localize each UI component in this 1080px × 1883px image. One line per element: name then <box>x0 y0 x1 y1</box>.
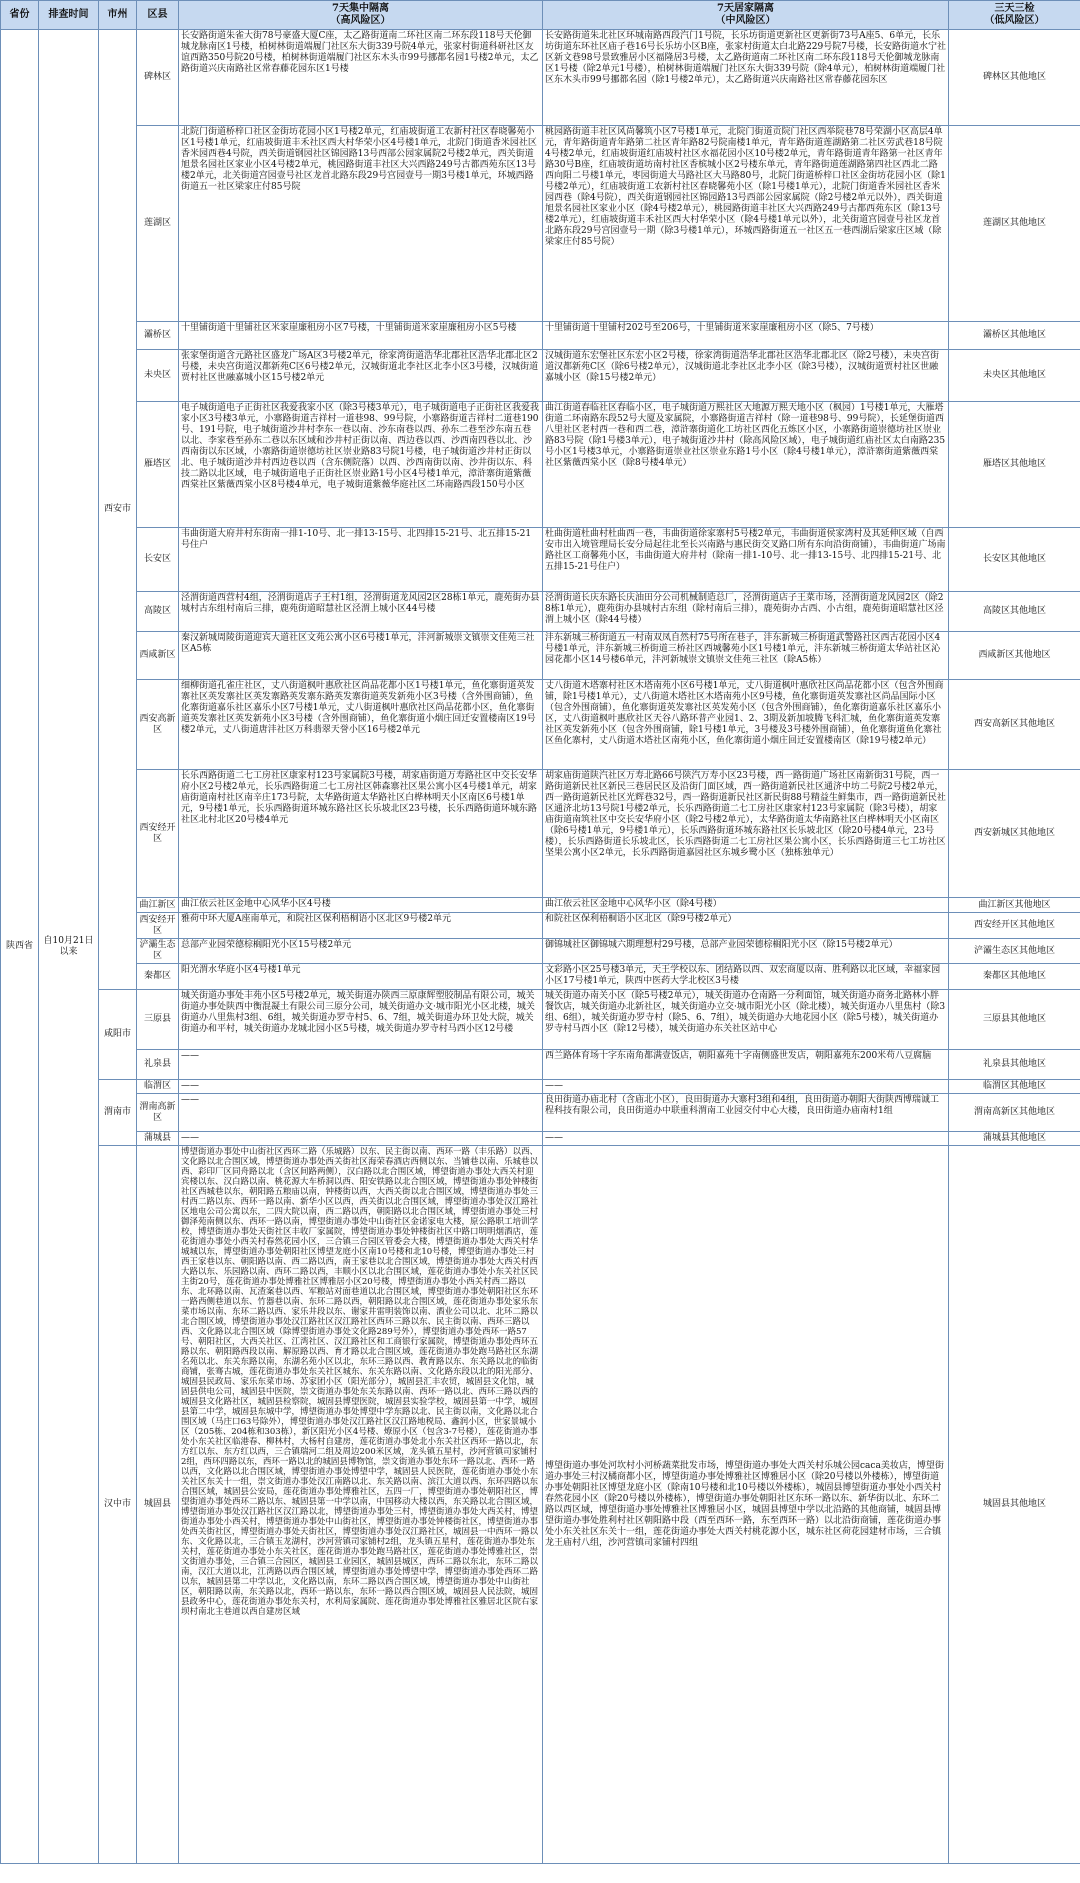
district-cell: 雁塔区 <box>137 402 179 528</box>
mid-risk-cell: 汉城街道东宏堡社区东宏小区2号楼，徐家湾街道浩华北郡社区浩华北郡北区（除2号楼），未央宫街道汉都新苑C区（除6号楼2单元），汉城街道北李社区北李小区（除3号楼），汉城街道贾村社区世融嘉城小区（除15号楼2单元） <box>543 350 949 402</box>
district-cell: 曲江新区 <box>137 898 179 913</box>
mid-risk-cell: 良田街道办庙北村（含庙北小区），良田街道办大寨村3组和4组，良田街道办朝阳大街陕西博瑞诚工程科技有限公司，良田街道办中联重科渭南工业园交付中心大楼，良田街道办庙南村1组 <box>543 1094 949 1132</box>
mid-risk-cell: 长安路街道朱北社区环城南路西段汽门1号院，长乐坊街道更新社区更新街73号A座5、6单元，长乐坊街道东环社区庙子巷16号长乐坊小区B座，张家村街道太白北路229号院7号楼，长安路街道水宁社区新文巷98号景致雅居小区福隆居3号楼，太乙路街道南二环社区南二环东段118号天伦御城龙脉南区1号楼（除2单元1号楼），柏树林街道端履门社区东大街339号院（除4单元），柏树林街道端履门社区东木头市99号挪都名园（除1号楼2单元），太乙路街道兴庆南路社区常春藤花园东区 <box>543 30 949 126</box>
mid-risk-cell: 沣东新城三桥街道五一村南双凤自然村75号所在巷子，沣东新城三桥街道武警路社区西古花园小区4号楼1单元，沣东新城三桥街道三桥社区西城馨苑小区1号楼1单元，沣东新城三桥街道太华站社区沁园花都小区14号楼6单元，沣河新城崇文镇崇文佳苑三社区（除A5栋） <box>543 632 949 680</box>
mid-risk-cell: 曲江街道春临社区春临小区，电子城街道万熙社区大地源万熙天地小区（枫园）1号楼1单元，大雁塔街道二环南路东段52号大厦及家属院，小寨路街道吉祥村（除一道巷98号、99号院），长延堡街道西八里社区老村西一巷和西二巷，漳浒寨街道化工坊社区西化五炼区小区，小寨路街道崇德坊社区崇业路83号院（除1号楼3单元），电子城街道沙井村（除高风险区域），电子城街道红庙社区太白南路235号小区1号楼3单元，小寨路街道崇业社区崇业东路1号小区（除4号楼1单元），漳浒寨街道紫薇西棠社区紫薇西棠小区（除8号楼4单元） <box>543 402 949 528</box>
mid-risk-cell: 御锦城社区御锦城六期理想村29号楼，总部产业园荣德棕榈阳光小区（除15号楼2单元） <box>543 939 949 964</box>
district-cell: 灞桥区 <box>137 322 179 350</box>
high-risk-cell: —— <box>179 1080 543 1094</box>
district-cell: 城固县 <box>137 1146 179 1864</box>
mid-risk-cell: 杜曲街道杜曲村杜曲西一巷，韦曲街道徐家寨村5号楼2单元，韦曲街道侯家湾村及其延伸区域（自西安市出入境管理局长安分局起往北至长兴南路与惠民街交叉路口所有东向沿街商铺），韦曲街道广场南路社区工商馨苑小区，韦曲街道大府井村（除南一排1-10号、北一排13-15号、北四排15-21号、北五排15-21号住户） <box>543 528 949 592</box>
table-row <box>1 528 1080 592</box>
district-cell: 浐灞生态区 <box>137 939 179 964</box>
district-cell: 莲湖区 <box>137 126 179 322</box>
high-risk-cell: 十里铺街道十里铺社区米家崖廉租房小区7号楼，十里铺街道米家崖廉租房小区5号楼 <box>179 322 543 350</box>
table-row <box>1 913 1080 939</box>
low-risk-cell: 西安高新区其他地区 <box>949 680 1080 770</box>
mid-risk-cell: 西兰路体育场十字东南角都满壹饭店，朝阳嘉苑十字南侧盛世发店，朝阳嘉苑东200米苟八豆腐脑 <box>543 1050 949 1080</box>
city-cell: 汉中市 <box>99 1146 137 1864</box>
district-cell: 蒲城县 <box>137 1132 179 1146</box>
low-risk-cell: 未央区其他地区 <box>949 350 1080 402</box>
mid-risk-cell: 曲江依云社区金地中心风华小区（除4号楼） <box>543 898 949 913</box>
district-cell: 西安经开区 <box>137 913 179 939</box>
district-cell: 礼泉县 <box>137 1050 179 1080</box>
mid-risk-cell: 泾渭街道长庆东路长庆油田分公司机械制造总厂，泾渭街道店子王菜市场，泾渭街道龙风园2区（除28栋1单元），鹿苑街办县城村古东组（除村南后三排），鹿苑街办古西、小古组，鹿苑街道昭慧社区泾渭上城小区（除44号楼） <box>543 592 949 632</box>
high-risk-cell: 秦汉新城周陵街道迎宾大道社区文苑公寓小区6号楼1单元，沣河新城崇文镇崇文佳苑三社区A5栋 <box>179 632 543 680</box>
high-risk-cell: 韦曲街道大府井村东街南一排1-10号、北一排13-15号、北四排15-21号、北五排15-21号住户 <box>179 528 543 592</box>
table-row <box>1 30 1080 126</box>
table-row <box>1 1132 1080 1146</box>
low-risk-cell: 曲江新区其他地区 <box>949 898 1080 913</box>
table-row <box>1 898 1080 913</box>
header-row <box>1 1 1080 30</box>
low-risk-cell: 三原县其他地区 <box>949 990 1080 1050</box>
header-high-risk: 7天集中隔离 （高风险区） <box>179 1 543 30</box>
district-cell: 西安高新区 <box>137 680 179 770</box>
low-risk-cell: 长安区其他地区 <box>949 528 1080 592</box>
table-row <box>1 632 1080 680</box>
high-risk-cell: —— <box>179 1050 543 1080</box>
low-risk-cell: 莲湖区其他地区 <box>949 126 1080 322</box>
city-cell: 渭南市 <box>99 1080 137 1146</box>
mid-risk-cell: 城关街道办南关小区（除5号楼2单元），城关街道办仓南路一分利面馆，城关街道办商务北路林小胖餐饮店，城关街道办北新社区，城关街道办立交·城市阳光小区（除北楼），城关街道办八里焦村（除3组、6组），城关街道办罗寺村（除5、6、7组），城关街道办大地花园小区（除5号楼），城关街道办罗寺村马西小区（除12号楼），城关街道办东关社区站中心 <box>543 990 949 1050</box>
low-risk-cell: 秦都区其他地区 <box>949 964 1080 990</box>
header-district: 区县 <box>137 1 179 30</box>
high-risk-cell: 曲江依云社区金地中心风华小区4号楼 <box>179 898 543 913</box>
mid-risk-cell: 丈八街道木塔寨村社区木塔南苑小区6号楼1单元，丈八街道枫叶惠欣社区尚品花都小区（包含外围商铺，除1号楼1单元），丈八街道木塔社区木塔南苑小区9号楼，鱼化寨街道英发寨社区尚品国际小区（包含外围商铺），鱼化寨街道英发寨社区英发苑小区（包含外围商铺），鱼化寨街道嘉乐社区嘉乐小区，丈八街道枫叶惠欣社区天谷八路环普产业园1、2、3期及新加坡腾飞科汇城，鱼化寨街道英发寨社区英发新苑小区（包含外围商铺，除1号楼1单元，3号楼及3号楼外围商铺），鱼化寨街道鱼化寨社区鱼化寨村，丈八街道木塔社区南苑小区，鱼化寨街道小烟庄回迁安置楼南区（除19号楼2单元） <box>543 680 949 770</box>
district-cell: 渭南高新区 <box>137 1094 179 1132</box>
low-risk-cell: 渭南高新区其他地区 <box>949 1094 1080 1132</box>
high-risk-cell: 雅荷中环大厦A座南单元，和院社区保利梧桐语小区北区9号楼2单元 <box>179 913 543 939</box>
province-cell: 陕西省 <box>1 30 39 1864</box>
table-row <box>1 402 1080 528</box>
table-row <box>1 126 1080 322</box>
district-cell: 长安区 <box>137 528 179 592</box>
low-risk-cell: 西安经开区其他地区 <box>949 913 1080 939</box>
date-cell: 自10月21日以来 <box>39 30 99 1864</box>
table-row <box>1 322 1080 350</box>
district-cell: 三原县 <box>137 990 179 1050</box>
high-risk-cell: 城关街道办事处丰苑小区5号楼2单元，城关街道办陕西三原康辉塑胶制品有限公司，城关街道办事处陕西中衡混凝土有限公司三原分公司，城关街道办文·城市阳光小区北楼，城关街道办八里焦村3组、6组，城关街道办罗寺村5、6、7组，城关街道办环卫处大院，城关街道办和平村，城关街道办龙城北园小区5号楼，城关街道办罗寺村马西小区12号楼 <box>179 990 543 1050</box>
low-risk-cell: 雁塔区其他地区 <box>949 402 1080 528</box>
high-risk-cell: 阳光渭水华庭小区4号楼1单元 <box>179 964 543 990</box>
high-risk-cell: 电子城街道电子正街社区我爱我家小区（除3号楼3单元），电子城街道电子正街社区我爱我家小区3号楼3单元，小寨路街道吉祥村一道巷98、99号院，小寨路街道吉祥村二道巷190号、191号院，电子城街道沙井村李东一巷以南、沙东南巷以西、孙东二巷至沙东南五巷以北、李家巷至孙东二巷以东区域和沙井村正街以南、西边巷以西、沙西南四巷以北、沙西南街以东区域，小寨路街道崇德坊社区崇业路83号院1号楼，电子城街道沙井村正街以北、电子城街道沙井村西边巷以西（含东侧院落）以西、沙西南街以南、沙井街以东、科技二路以北区域，电子城街道电子正街社区崇业路1号小区4号楼1单元，漳浒寨街道紫薇西棠社区紫薇西棠小区8号楼4单元，电子城街道紫薇华庭社区二环南路西段150号小区 <box>179 402 543 528</box>
low-risk-cell: 灞桥区其他地区 <box>949 322 1080 350</box>
low-risk-cell: 西咸新区其他地区 <box>949 632 1080 680</box>
high-risk-cell: —— <box>179 1132 543 1146</box>
city-cell: 咸阳市 <box>99 990 137 1080</box>
district-cell: 碑林区 <box>137 30 179 126</box>
district-cell: 西咸新区 <box>137 632 179 680</box>
mid-risk-cell: 胡家庙街道陕汽社区万寿北路66号陕汽万寿小区23号楼，西一路街道广场社区南新街31号院，西一路街道新民社区新民三巷居民区及沿街门面区域，西一路街道新民社区通济中坊二号院2号楼2单元，西一路街道新民社区光辉巷32号，西一路街道新民社区新民街88号精益生鲜集市，西一路街道新民社区通济北坊13号院1号楼2单元，长乐西路街道二七工房社区康家村123号家属院（除3号楼），胡家庙街道南筑社区中交长安华府小区（除2号楼2单元），太华路街道太华南路社区白桦林明天小区南区（除6号楼1单元，9号楼1单元），长乐西路街道环城东路社区长乐坡北区（除20号楼4单元，23号楼），长乐西路街道长乐坡北区，长乐西路街道二七工房社区果公寓小区，长乐西路街道三七工坊社区坚果公寓小区2单元，长乐西路街道嘉园社区东城乡鹭小区（独栋独单元） <box>543 770 949 898</box>
table-row <box>1 680 1080 770</box>
low-risk-cell: 浐灞生态区其他地区 <box>949 939 1080 964</box>
table-row <box>1 1094 1080 1132</box>
mid-risk-cell: —— <box>543 1132 949 1146</box>
header-date: 排查时间 <box>39 1 99 30</box>
table-row <box>1 939 1080 964</box>
district-cell: 秦都区 <box>137 964 179 990</box>
table-row <box>1 964 1080 990</box>
table-row <box>1 990 1080 1050</box>
low-risk-cell: 高陵区其他地区 <box>949 592 1080 632</box>
header-low-risk: 三天三检 （低风险区） <box>949 1 1080 30</box>
header-mid-risk: 7天居家隔离 （中风险区） <box>543 1 949 30</box>
high-risk-cell: 细柳街道孔雀庄社区，丈八街道枫叶惠欣社区尚品花都小区1号楼1单元，鱼化寨街道英发寨社区英发寨社区英发寨路英发寨东路英发寨街道英发新苑小区3号楼（含外围商铺），鱼化寨街道嘉乐社区嘉乐小区7号楼1单元，丈八街道枫叶惠欣社区尚品花都小区，鱼化寨街道英发寨社区英发新苑小区3号楼（含外围商铺），鱼化寨街道小烟庄回迁安置楼南区19号楼2单元，丈八街道唐沣社区万科翡翠天誉小区16号楼2单元 <box>179 680 543 770</box>
table-row <box>1 592 1080 632</box>
table-row <box>1 1050 1080 1080</box>
high-risk-cell: 北院门街道桥梓口社区金街坊花园小区1号楼2单元，红庙坡街道工农新村社区春晓馨苑小区1号楼1单元，红庙坡街道丰禾社区西大村华荣小区4号楼1单元，北院门街道香米园社区香米园西巷4号院，西关街道钢园社区锦园路13号西部公园家属院2号楼2单元，西关街道旭景名园社区家业小区4号楼2单元，桃园路街道丰社区大兴西路249号古都西苑东区13号楼2单元，北关街道宫园壹号社区龙首北路东段29号宫园壹号一期3号楼1单元，环城西路街道五一社区梁家庄付85号院 <box>179 126 543 322</box>
mid-risk-cell: 十里铺街道十里铺村202号至206号，十里铺街道米家崖廉租房小区（除5、7号楼） <box>543 322 949 350</box>
district-cell: 西安经开区 <box>137 770 179 898</box>
low-risk-cell: 蒲城县其他地区 <box>949 1132 1080 1146</box>
header-province: 省份 <box>1 1 39 30</box>
low-risk-cell: 临渭区其他地区 <box>949 1080 1080 1094</box>
district-cell: 高陵区 <box>137 592 179 632</box>
table-row <box>1 350 1080 402</box>
high-risk-cell: 泾渭街道西营村4组，泾渭街道店子王村1组，泾渭街道龙风园2区28栋1单元，鹿苑街办县城村古东组村南后三排，鹿苑街道昭慧社区泾渭上城小区44号楼 <box>179 592 543 632</box>
district-cell: 未央区 <box>137 350 179 402</box>
district-cell: 临渭区 <box>137 1080 179 1094</box>
table-row <box>1 1146 1080 1864</box>
low-risk-cell: 碑林区其他地区 <box>949 30 1080 126</box>
mid-risk-cell: 桃园路街道丰社区风尚馨筑小区7号楼1单元，北院门街道贡院门社区西举院巷78号荣湖小区高层4单元，青年路街道青年路第二社区青年路82号院南楼1单元，青年路街道莲湖路第二社区劳武巷18号院4号楼2单元，红庙坡街道红庙坡村社区水福花园小区10号楼2单元，青年路街道青年路第一社区青年路30号B座，红庙坡街道坊南村社区香槟城小区2号楼东单元，青年路街道莲湖路第四社区西北二路西向阳二号楼1单元，枣园街道大马路社区大马路80号，北院门街道桥梓口社区金街坊花园小区（除1号楼2单元），红庙坡街道工农新村社区春晓馨苑小区（除1号楼1单元），北院门街道香米园社区香米园西巷（除4号院），西关街道钢园社区锦园路13号西部公园家属院（除2号楼2单元以外），西关街道旭景名园社区家业小区（除4号楼2单元），桃园路街道丰社区大兴西路249号古都西苑东区（除13号楼2单元），红庙坡街道丰禾社区西大村华荣小区（除4号楼1单元以外），北关街道宫园壹号社区龙首北路东段29号宫园壹号一期（除3号楼1单元），环城西路街道五一社区五一巷西湖后梁家庄区域（除梁家庄付85号院） <box>543 126 949 322</box>
high-risk-cell: 总部产业园荣德棕榈阳光小区15号楼2单元 <box>179 939 543 964</box>
high-risk-cell: 长乐西路街道二七工房社区康家村123号家属院3号楼，胡家庙街道万寿路社区中交长安华府小区2号楼2单元，长乐西路街道二七工房社区韩森寨社区果公寓小区4号楼1单元，胡家庙街道南村社区南辛庄173号院，太华路街道太华路社区白桦林明天小区南区6号楼1单元，9号楼1单元，长乐西路街道环城东路社区长乐坡北区23号楼，长乐西路街道环城东路社区北村北区20号楼4单元 <box>179 770 543 898</box>
mid-risk-cell: 和院社区保利梧桐语小区北区（除9号楼2单元） <box>543 913 949 939</box>
low-risk-cell: 城固县其他地区 <box>949 1146 1080 1864</box>
mid-risk-cell: 博望街道办事处河坎村小河桥蔬菜批发市场，博望街道办事处大西关村乐城公园caca美妆店，博望街道办事处三村汉橘商都小区，博望街道办事处博雅社区博雅居小区（除20号楼以外楼栋），博望街道办事处朝阳社区博望龙庭小区（除南10号楼和北10号楼以外楼栋），城固县博望街道办事处小西关村春然花园小区（除20号楼以外楼栋），博望街道办事处朝阳社区东环一路以东、新华街以北、东环二路以西区域，博望街道办事处博雅社区博雅居小区，城固县博望中学以北沿路的其他商铺，城固县博望街道办事处胜利村社区朝阳路中段（西至西环一路，东至西环一路）以北沿街商铺，莲花街道办事处小东关社区东关十一组，莲花街道办事处大西关村桃花源小区，城东社区荷花园建材市场，三合镇龙王庙村八组，沙河营镇司家铺村四组 <box>543 1146 949 1864</box>
high-risk-cell: 博望街道办事处中山街社区西环二路（乐城路）以东、民主街以南、西环一路（丰乐路）以西、文化路以北合围区域，博望街道办事处西关街社区海荣春酒店西侧以东、当铺巷以南、乐城巷以西、彩印厂区同舟路以北（含区间路两侧），汉白路以北合围区域，博望街道办事处大西关村迎宾楼以东、汉白路以南、桃花源大车桥洞以西、阳安铁路以北合围区域，博望街道办事处钟楼街社区西城巷以东，朝阳路五粮庙以南，钟楼街以西，大西关街以北合围区域，博望街道办事处三村西二路以东、西环一路以南、新华小区以西，西关街以北合围区域，博望街道办事处汉江路社区地电公司公寓以东，二四大院以南，西二路以西，朝阳路以北合围区域，博望街道办事处三村御泽苑南侧以东、西环一路以南，博望街道办事处中山街社区金诺家电大楼，原公路职工培训学校，博望街道办事处天街社区丰收厂家属院，博望街道办事处钟楼街社区中路口明明烟酒店，莲花街道办事处小西关村春然花园小区，三合镇三合园区管委会大楼，博望街道办事处大西关村华城城以东，博望街道办事处朝阳社区博望龙庭小区南10号楼和北10号楼，博望街道办事处三村西王家巷以东、朝阳路以南、西二路以西，南王家巷以北合围区域，博望街道办事处大西关村西大路以东、乐园路以南、西环二路以西，丰顺小区以北合围区域，莲花街道办事处小东关社区民主街20号，莲花街道办事处博雅社区博雅居小区20号楼，博望街道办事处小西关村西二路以东、北环路以南、瓦渣案巷以西、军粮站对面巷道以北合围区域，博望街道办事处朝阳社区东环一路西侧巷道以东、竹器巷以南、东环二路以西，朝阳路以北合围区域，莲花街道办事处家乐东菜市场以南、东环二路以西、家乐井段以东、谢家井雷明装饰以南、酒业公司以北、北环二路以北合围区域，博望街道办事处汉江路社区汉江路社区西环三路以东、民主街以南、西环三路以西、文化路以北合围区域（除博望街道办事处文化路289号外），博望街道办事处西环一路57号、朝阳社区，大西关社区、江湾社区、汉江路社区和工商银行家属院，博望街道办事处西环五路以东、朝阳路西段以南、解原路以西、育才路以北合围区域，莲花街道办事处跑马路社区东湖名苑以北、东关东路以南，东湖名苑小区以北，东环三路以西、教育路以东、东关路以北的临街商铺，张骞古城，莲花街道办事处东关社区城东、东关东路以南、文化路东段以北的阳光部分、城固县民政局、家乐东菜市场、苏家团小区（阳光部分），城固县汇丰农贸，城固县文化馆，城固县供电公司，城固县中医院，崇文街道办事处东关东路以南、西环一路以北、西环三路以西的城固县文化路社区，城固县检察院，城固县博望医院，城固县实验学校，城固县第一中学，城固县第二中学，城固县东城中学，博望街道办事处博望中学东路以北、民主街以南，文化路以北合围区域（马庄口63号除外），博望街道办事处汉江路社区汉江路地税局、鑫润小区，世家景城小区（205栋、204栋和303栋），新区阳光小区4号楼、燎原小区（包含3-7号楼），莲花街道办事处小东关社区临港春、柳林村，大杨村自建房，莲花街道办事处北小东关社区西环一路以北，东方红以东、东方红以西，三合镇瑞河二组及周边200米区域，龙头镇五星村，沙河营镇司家铺村2组，西环四路以东，西环一路以北的城固县博物馆，崇文街道办事处东环一路以北、西环一路以西，文化路以北合围区域，博望街道办事处博望中学，城固县人民医院，莲花街道办事处小东关社区东关十一组，崇文街道办事处汉江南路以北、东关路以南、滨江大道以西、东环四路以东合围区域，城固县公安局，莲花街道办事处博雅社区，五四一厂，博望街道办事处朝阳社区，博望街道办事处西环二路以东、城固县第一中学以南，中国移动大楼以西，东关路以北合围区域，博望街道办事处汉江路社区汉江路以北，博望街道办事处三村，博望街道办事处大西关村，博望街道办事处小西关村，博望街道办事处中山街社区，博望街道办事处钟楼街社区，博望街道办事处西关街社区，博望街道办事处天街社区，博望街道办事处汉江路社区，城固县一中西环一路以东、文化路以北，三合镇玉龙湖村，沙河营镇司家铺村2组，龙头镇五星村，莲花街道办事处东关村，莲花街道办事处小东关社区，莲花街道办事处跑马路社区，莲花街道办事处博雅社区，崇文街道办事处，三合镇三合园区，城固县工业园区，城固县城区，西环二路以东北，东环二路以南，汉江大道以北，江湾路以西合围区域，博望街道办事处博望中学，博望街道办事处西环二路以东，城固县第二中学以北，文化路以南，东环二路以西合围区域，博望街道办事处中山街社区，朝阳路以南，东关路以北，西环一路以东，东环一路以西合围区域，城固县人民法院，城固县政务中心，莲花街道办事处东关村，水利局家属院、莲花街道办事处博雅社区雅居北区院右家坝村南北主巷道以西自建房区域 <box>179 1146 543 1864</box>
high-risk-cell: 张家堡街道含元路社区盛龙广场A区3号楼2单元，徐家湾街道浩华北郡社区浩华北郡北区2号楼，未央宫街道汉都新苑C区6号楼2单元，汉城街道北李社区北李小区3号楼，汉城街道贾村社区世融嘉城小区15号楼2单元 <box>179 350 543 402</box>
mid-risk-cell: 文彩路小区25号楼3单元，天王学校以东、团结路以西、双宏商厦以南、胜利路以北区域，幸福家园小区17号楼1单元，陕西中医药大学北校区3号楼 <box>543 964 949 990</box>
mid-risk-cell: —— <box>543 1080 949 1094</box>
low-risk-cell: 西安新城区其他地区 <box>949 770 1080 898</box>
table-row <box>1 770 1080 898</box>
table-row <box>1 1080 1080 1094</box>
high-risk-cell: —— <box>179 1094 543 1132</box>
low-risk-cell: 礼泉县其他地区 <box>949 1050 1080 1080</box>
high-risk-cell: 长安路街道朱雀大街78号豪盛大厦C座，太乙路街道南二环社区南二环东段118号天伦御城龙脉南区1号楼，柏树林街道端履门社区东大街339号院4单元，张家村街道科研社区友谊西路350号院20号楼，柏树林街道端履门社区东木头市99号挪都名园1号楼2单元，太乙路街道兴庆南路社区常春藤花园东区1号楼 <box>179 30 543 126</box>
city-cell: 西安市 <box>99 30 137 990</box>
header-city: 市州 <box>99 1 137 30</box>
